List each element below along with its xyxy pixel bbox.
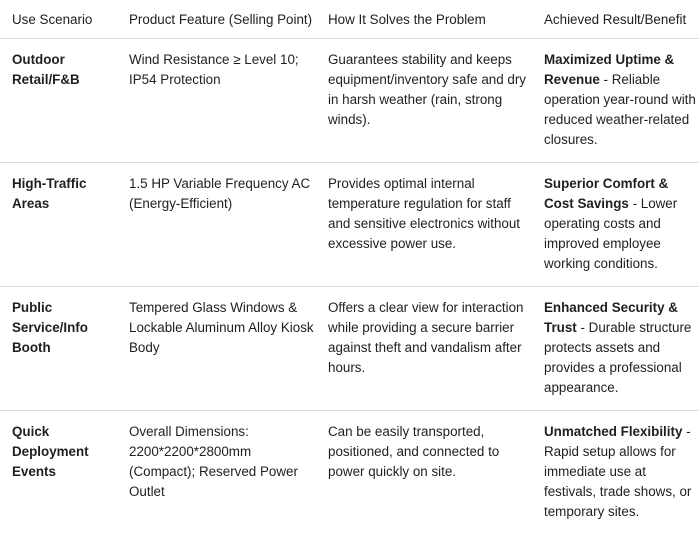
cell-result xyxy=(532,411,699,527)
cell-scenario: Public Service/Info Booth xyxy=(0,287,117,411)
result-text: - Rapid setup allows for immediate use at festivals, trade shows, or temporary sites. xyxy=(544,424,692,519)
result-title: Unmatched Flexibility xyxy=(544,424,683,439)
cell-feature: Wind Resistance ≥ Level 10; IP54 Protection xyxy=(117,39,316,163)
table-header-row xyxy=(0,0,699,39)
result-text: - Durable structure protects assets and provides a professional appearance. xyxy=(544,320,692,395)
cell-result xyxy=(532,39,699,163)
result-text: - Reliable operation year-round with reduced weather-related closures. xyxy=(544,72,696,147)
cell-scenario: Quick Deployment Events xyxy=(12,424,89,479)
result-text: - Lower operating costs and improved employee working conditions. xyxy=(544,196,678,271)
cell-scenario: High-Traffic Areas xyxy=(0,163,117,287)
table-row xyxy=(0,287,699,411)
cell-feature: 1.5 HP Variable Frequency AC (Energy-Efficient) xyxy=(117,163,316,287)
result-title: Maximized Uptime & Revenue xyxy=(544,52,675,87)
table-row xyxy=(0,39,699,163)
table-row xyxy=(0,163,699,287)
cell-result xyxy=(532,163,699,287)
cell-feature: Overall Dimensions: 2200*2200*2800mm (Compact); Reserved Power Outlet xyxy=(129,424,298,499)
header-how-it-solves: How It Solves the Problem xyxy=(316,0,532,39)
header-achieved-result: Achieved Result/Benefit xyxy=(532,0,699,39)
cell-feature: Tempered Glass Windows & Lockable Aluminum Alloy Kiosk Body xyxy=(117,287,316,411)
table-row xyxy=(0,411,699,527)
header-use-scenario: Use Scenario xyxy=(0,0,117,39)
cell-solution: Can be easily transported, positioned, and connected to power quickly on site. xyxy=(328,424,500,479)
cell-solution: Provides optimal internal temperature regulation for staff and sensitive electronics without excessive power use. xyxy=(316,163,532,287)
result-title: Enhanced Security & Trust xyxy=(544,300,678,335)
cell-result xyxy=(532,287,699,411)
cell-scenario: Outdoor Retail/F&B xyxy=(0,39,117,163)
header-product-feature: Product Feature (Selling Point) xyxy=(117,0,316,39)
cell-solution: Offers a clear view for interaction while providing a secure barrier against theft and vandalism after hours. xyxy=(316,287,532,411)
cell-solution: Guarantees stability and keeps equipment/inventory safe and dry in harsh weather (rain, strong winds). xyxy=(316,39,532,163)
result-title: Superior Comfort & Cost Savings xyxy=(544,176,669,211)
